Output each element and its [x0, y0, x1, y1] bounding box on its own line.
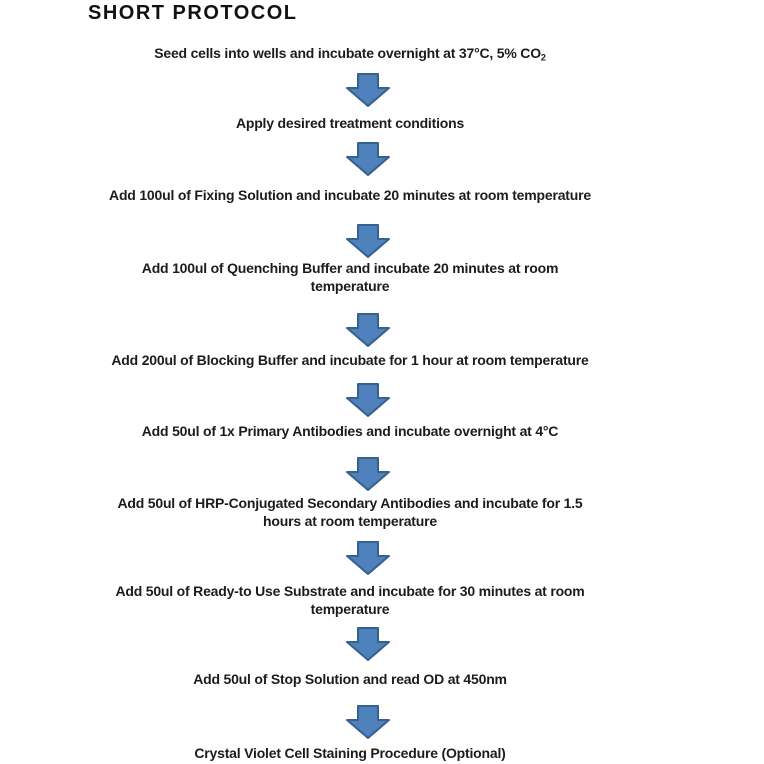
step-text: Add 100ul of Fixing Solution and incubate 20 minutes at room temperature [109, 187, 591, 203]
step-text: Add 50ul of Ready-to Use Substrate and incubate for 30 minutes at room [115, 583, 585, 599]
step-stop-solution [0, 670, 700, 688]
step-text: Add 50ul of 1x Primary Antibodies and incubate overnight at 4°C [141, 423, 559, 439]
step-text: Add 100ul of Quenching Buffer and incubate 20 minutes at room [141, 260, 559, 276]
down-arrow-icon [345, 313, 391, 347]
step-text: temperature [310, 601, 390, 617]
step-substrate [0, 582, 700, 618]
down-arrow-icon [345, 457, 391, 491]
step-fixing-solution [0, 186, 700, 204]
step-primary-antibodies [0, 422, 700, 440]
co2-subscript: 2 [540, 52, 546, 63]
down-arrow-icon [345, 541, 391, 575]
step-text: Seed cells into wells and incubate overnight at 37°C, 5% $CO_2$ [154, 45, 546, 63]
down-arrow-icon [345, 705, 391, 739]
step-secondary-antibodies [0, 494, 700, 530]
step-text: Add 200ul of Blocking Buffer and incubate for 1 hour at room temperature [111, 352, 589, 368]
down-arrow-icon [345, 224, 391, 258]
step-text: Crystal Violet Cell Staining Procedure (Optional) [194, 745, 506, 761]
step-text: temperature [310, 278, 390, 294]
step-apply-treatment [0, 114, 700, 132]
step-blocking-buffer [0, 351, 700, 369]
step-text: Add 50ul of Stop Solution and read OD at 450nm [193, 671, 507, 687]
down-arrow-icon [345, 383, 391, 417]
down-arrow-icon [345, 627, 391, 661]
down-arrow-icon [345, 142, 391, 176]
down-arrow-icon [345, 73, 391, 107]
page-title: SHORT PROTOCOL [88, 2, 298, 24]
step-crystal-violet [0, 744, 700, 762]
step-text: Apply desired treatment conditions [235, 115, 465, 131]
step-quenching-buffer [0, 259, 700, 295]
step-text: Add 50ul of HRP-Conjugated Secondary Antibodies and incubate for 1.5 [117, 495, 583, 511]
step-text: hours at room temperature [263, 513, 437, 529]
step-seed-cells [0, 44, 700, 62]
